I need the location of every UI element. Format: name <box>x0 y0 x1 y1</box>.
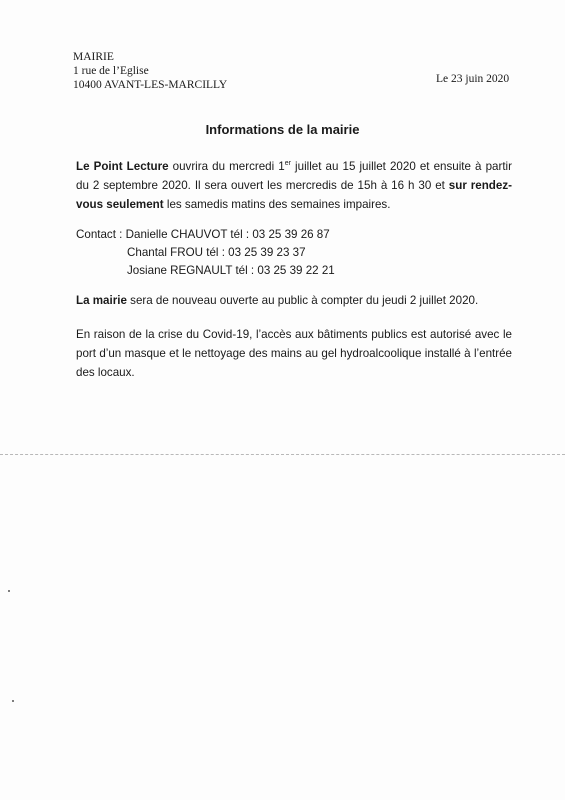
sender-name: MAIRIE <box>73 51 114 63</box>
sender-city: 10400 AVANT-LES-MARCILLY <box>73 79 228 91</box>
scan-speck <box>8 590 10 592</box>
point-lecture-label: Le Point Lecture <box>76 160 169 173</box>
paragraph-text: sera de nouveau ouverte au public à compter du jeudi 2 juillet 2020. <box>126 294 479 307</box>
contact-row <box>76 243 335 261</box>
scan-speck <box>12 700 14 702</box>
appointment-only-label: sur rendez-vous seulement <box>76 179 512 211</box>
letter-date: Le 23 juin 2020 <box>436 73 510 85</box>
sender-address <box>73 50 227 92</box>
contact-entry: Chantal FROU tél : 03 25 39 23 37 <box>127 246 306 259</box>
paragraph-mairie <box>76 291 512 310</box>
contact-label: Contact : <box>76 228 126 241</box>
contact-row <box>76 261 335 279</box>
contact-list <box>76 225 335 279</box>
paragraph-point-lecture <box>76 157 512 214</box>
contact-entry: Josiane REGNAULT tél : 03 25 39 22 21 <box>127 264 335 277</box>
ordinal-superscript: er <box>284 160 291 168</box>
paragraph-text: juillet au 15 juillet 2020 et ensuite à partir du 2 septembre 2020. Il sera ouvert les mercredis de 15h à 16 h 30 et <box>76 160 512 192</box>
paragraph-covid: En raison de la crise du Covid-19, l’accès aux bâtiments publics est autorisé avec le port d’un masque et le nettoyage des mains au gel hydroalcoolique installé à l’entrée des locaux. <box>76 328 512 379</box>
contact-entry: Danielle CHAUVOT tél : 03 25 39 26 87 <box>125 228 330 241</box>
paragraph-text: ouvrira du mercredi 1 <box>168 160 285 173</box>
document-title: Informations de la mairie <box>205 122 360 137</box>
sender-street: 1 rue de l’Eglise <box>73 65 149 77</box>
scan-artifact-line <box>0 454 565 455</box>
paragraph-text: les samedis matins des semaines impaires. <box>163 198 391 211</box>
contact-row <box>76 225 335 243</box>
mairie-label: La mairie <box>76 294 127 307</box>
